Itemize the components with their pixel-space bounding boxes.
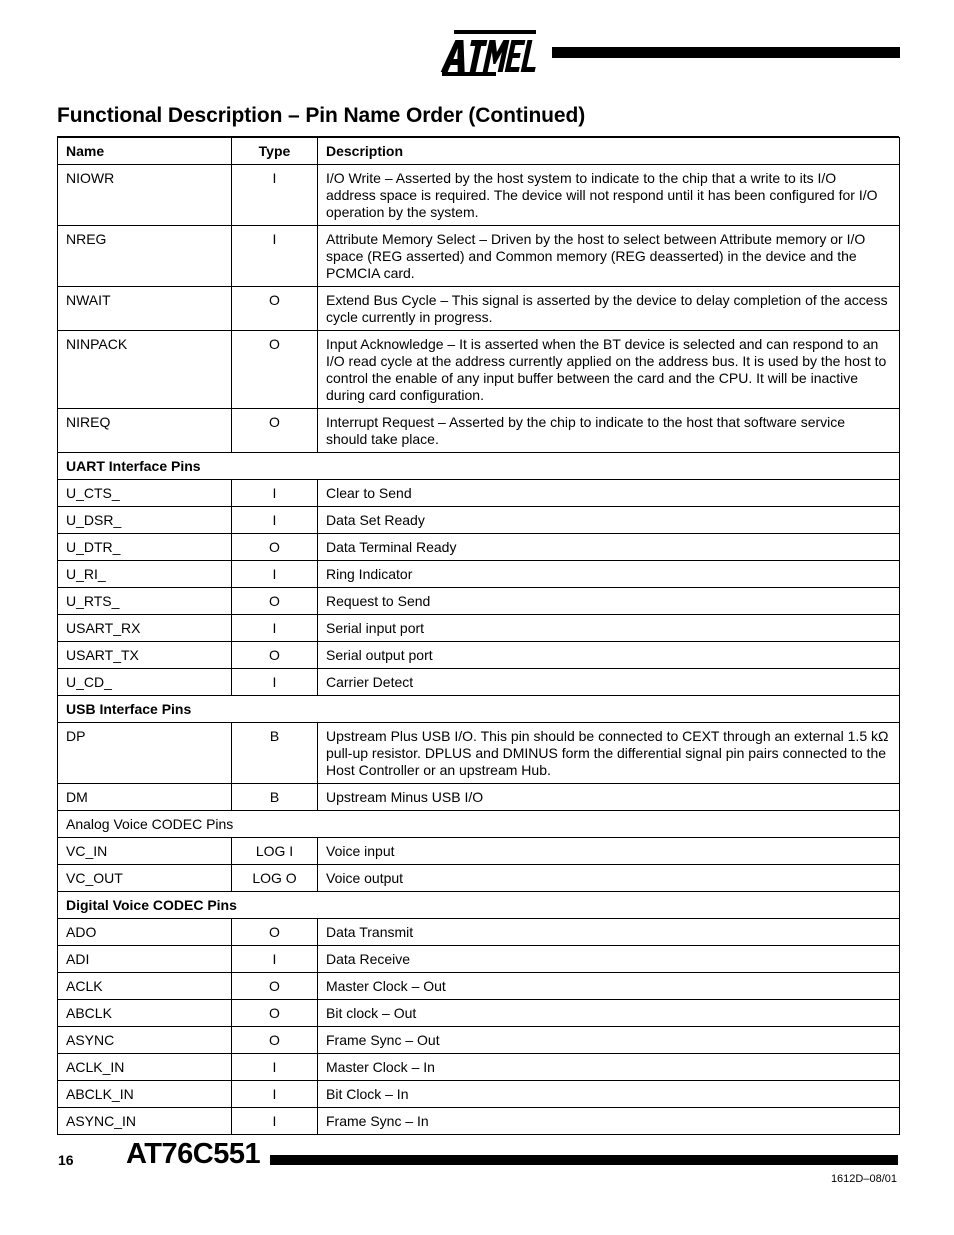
pin-description-cell: Attribute Memory Select – Driven by the host to select between Attribute memory or I/O space (REG asserted) and Common memory (REG deasserted) in the device and the PCMCIA card.	[318, 226, 900, 287]
pin-type-cell: I	[232, 946, 318, 973]
pin-description-cell: Voice input	[318, 838, 900, 865]
pin-name-cell: ADI	[58, 946, 232, 973]
pin-name-cell: DM	[58, 784, 232, 811]
pin-name-cell: ASYNC_IN	[58, 1108, 232, 1135]
table-row	[58, 588, 900, 615]
table-row	[58, 1054, 900, 1081]
pin-name-cell: ACLK_IN	[58, 1054, 232, 1081]
pin-type-cell: I	[232, 1108, 318, 1135]
table-row	[58, 784, 900, 811]
table-row	[58, 919, 900, 946]
table-row	[58, 561, 900, 588]
pin-description-cell: Frame Sync – In	[318, 1108, 900, 1135]
column-header-name: Name	[58, 138, 232, 165]
column-header-type: Type	[232, 138, 318, 165]
pin-description-cell: Data Set Ready	[318, 507, 900, 534]
pin-description-cell: Input Acknowledge – It is asserted when the BT device is selected and can respond to an I/O read cycle at the address currently applied on the address bus. It is used by the host to control the enable of any input buffer between the card and the CPU. It will be inactive during card configuration.	[318, 331, 900, 409]
pin-name-cell: ADO	[58, 919, 232, 946]
section-label: Analog Voice CODEC Pins	[58, 811, 900, 838]
pin-name-cell: NREG	[58, 226, 232, 287]
section-label: USB Interface Pins	[58, 696, 900, 723]
table-row	[58, 226, 900, 287]
footer-rule	[270, 1155, 898, 1165]
pin-type-cell: I	[232, 1054, 318, 1081]
pin-description-cell: Upstream Plus USB I/O. This pin should be connected to CEXT through an external 1.5 kΩ pull-up resistor. DPLUS and DMINUS form the differential signal pin pairs connected to the Host Controller or an upstream Hub.	[318, 723, 900, 784]
table-header-row	[58, 138, 900, 165]
atmel-logo	[440, 28, 540, 78]
pin-description-cell: Serial input port	[318, 615, 900, 642]
pin-description-cell: Frame Sync – Out	[318, 1027, 900, 1054]
pin-name-cell: NIOWR	[58, 165, 232, 226]
pin-name-cell: ABCLK_IN	[58, 1081, 232, 1108]
page-number: 16	[58, 1152, 74, 1168]
pin-description-cell: Voice output	[318, 865, 900, 892]
pin-type-cell: O	[232, 534, 318, 561]
pin-type-cell: LOG I	[232, 838, 318, 865]
pin-name-cell: U_CTS_	[58, 480, 232, 507]
table-row	[58, 865, 900, 892]
pin-name-cell: U_RTS_	[58, 588, 232, 615]
pin-type-cell: I	[232, 480, 318, 507]
pin-description-cell: Extend Bus Cycle – This signal is asserted by the device to delay completion of the access cycle currently in progress.	[318, 287, 900, 331]
section-header-row	[58, 696, 900, 723]
pin-type-cell: O	[232, 1027, 318, 1054]
pin-name-cell: U_DSR_	[58, 507, 232, 534]
pin-type-cell: O	[232, 973, 318, 1000]
pin-type-cell: I	[232, 561, 318, 588]
pin-type-cell: O	[232, 588, 318, 615]
pin-table-body	[58, 165, 900, 1135]
pin-name-cell: USART_TX	[58, 642, 232, 669]
pin-name-cell: VC_OUT	[58, 865, 232, 892]
pin-description-cell: Data Receive	[318, 946, 900, 973]
pin-description-cell: I/O Write – Asserted by the host system to indicate to the chip that a write to its I/O address space is required. The device will not respond until it has been configured for I/O operation by the system.	[318, 165, 900, 226]
pin-type-cell: I	[232, 165, 318, 226]
pin-type-cell: LOG O	[232, 865, 318, 892]
document-code: 1612D–08/01	[830, 1173, 897, 1185]
table-row	[58, 615, 900, 642]
pin-description-cell: Master Clock – In	[318, 1054, 900, 1081]
table-row	[58, 973, 900, 1000]
table-row	[58, 946, 900, 973]
pin-description-cell: Interrupt Request – Asserted by the chip to indicate to the host that software service should take place.	[318, 409, 900, 453]
table-row	[58, 1000, 900, 1027]
table-row	[58, 723, 900, 784]
pin-description-cell: Data Terminal Ready	[318, 534, 900, 561]
pin-type-cell: O	[232, 919, 318, 946]
pin-type-cell: B	[232, 784, 318, 811]
pin-description-cell: Carrier Detect	[318, 669, 900, 696]
pin-name-cell: U_RI_	[58, 561, 232, 588]
pin-name-cell: ASYNC	[58, 1027, 232, 1054]
table-row	[58, 534, 900, 561]
pin-type-cell: O	[232, 409, 318, 453]
pin-description-cell: Ring Indicator	[318, 561, 900, 588]
pin-name-cell: NWAIT	[58, 287, 232, 331]
pin-type-cell: O	[232, 287, 318, 331]
pin-name-cell: NIREQ	[58, 409, 232, 453]
pin-name-cell: VC_IN	[58, 838, 232, 865]
pin-type-cell: I	[232, 1081, 318, 1108]
section-header-row	[58, 453, 900, 480]
pin-description-cell: Request to Send	[318, 588, 900, 615]
pin-description-cell: Data Transmit	[318, 919, 900, 946]
pin-description-table	[57, 137, 900, 1135]
pin-name-cell: ACLK	[58, 973, 232, 1000]
table-row	[58, 838, 900, 865]
pin-type-cell: O	[232, 331, 318, 409]
pin-description-cell: Bit Clock – In	[318, 1081, 900, 1108]
pin-name-cell: USART_RX	[58, 615, 232, 642]
table-row	[58, 1108, 900, 1135]
header-rule	[552, 47, 900, 58]
table-row	[58, 642, 900, 669]
section-label: Digital Voice CODEC Pins	[58, 892, 900, 919]
pin-type-cell: I	[232, 507, 318, 534]
pin-description-cell: Serial output port	[318, 642, 900, 669]
table-row	[58, 507, 900, 534]
section-label: UART Interface Pins	[58, 453, 900, 480]
pin-description-cell: Bit clock – Out	[318, 1000, 900, 1027]
table-row	[58, 331, 900, 409]
pin-description-cell: Upstream Minus USB I/O	[318, 784, 900, 811]
document-title: AT76C551	[126, 1138, 261, 1170]
pin-type-cell: I	[232, 669, 318, 696]
pin-name-cell: NINPACK	[58, 331, 232, 409]
table-row	[58, 480, 900, 507]
column-header-description: Description	[318, 138, 900, 165]
pin-type-cell: O	[232, 1000, 318, 1027]
pin-description-cell: Clear to Send	[318, 480, 900, 507]
pin-name-cell: DP	[58, 723, 232, 784]
pin-type-cell: B	[232, 723, 318, 784]
table-row	[58, 287, 900, 331]
section-header-row	[58, 811, 900, 838]
pin-name-cell: U_DTR_	[58, 534, 232, 561]
page-title: Functional Description – Pin Name Order (Continued)	[57, 104, 586, 127]
table-row	[58, 1027, 900, 1054]
pin-type-cell: O	[232, 642, 318, 669]
table-row	[58, 669, 900, 696]
table-row	[58, 165, 900, 226]
pin-type-cell: I	[232, 226, 318, 287]
pin-name-cell: ABCLK	[58, 1000, 232, 1027]
pin-type-cell: I	[232, 615, 318, 642]
table-row	[58, 1081, 900, 1108]
pin-name-cell: U_CD_	[58, 669, 232, 696]
table-row	[58, 409, 900, 453]
pin-description-cell: Master Clock – Out	[318, 973, 900, 1000]
section-header-row	[58, 892, 900, 919]
